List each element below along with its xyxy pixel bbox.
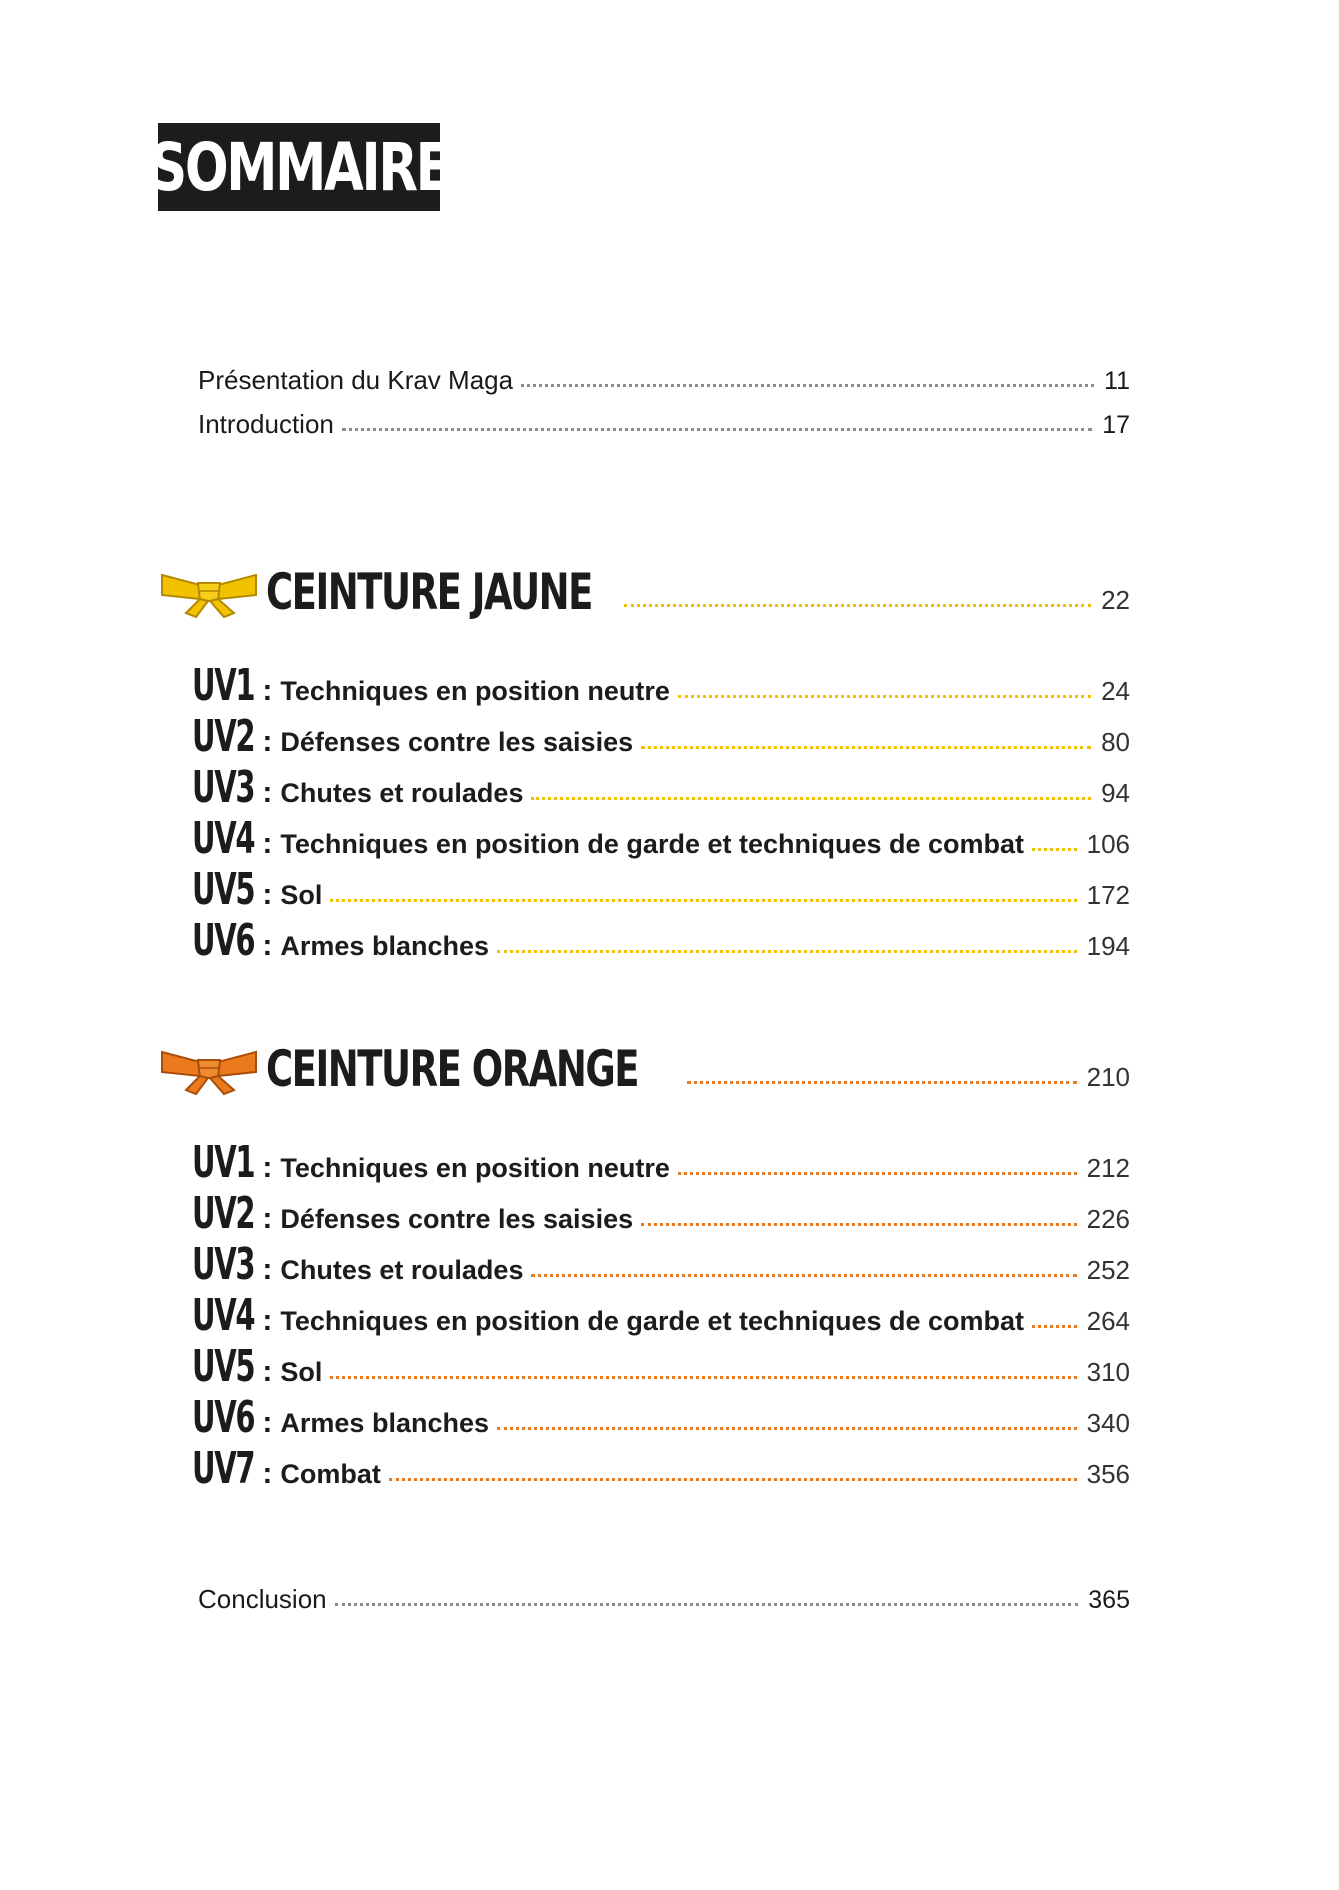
yellow-belt-knot-icon: [160, 565, 258, 619]
uv-colon: :: [262, 674, 273, 707]
dot-leader: [687, 1081, 1077, 1084]
dot-leader: [330, 1376, 1076, 1379]
uv-colon: :: [262, 1202, 273, 1235]
uv-page: 94: [1101, 778, 1130, 808]
dot-leader: [389, 1478, 1077, 1481]
uv-page: 356: [1086, 1459, 1130, 1489]
toc-entry-label: Introduction: [198, 409, 334, 439]
uv-colon: :: [262, 725, 273, 758]
toc-uv-entry[interactable]: [192, 1443, 1130, 1494]
section-title: CEINTURE JAUNE: [266, 563, 592, 621]
uv-label: Techniques en position de garde et techniques de combat: [280, 1306, 1025, 1336]
uv-colon: :: [262, 827, 273, 860]
dot-leader: [497, 1427, 1077, 1430]
toc-uv-entry[interactable]: [192, 915, 1130, 966]
dot-leader: [342, 428, 1092, 431]
toc-entry-page: 17: [1102, 411, 1130, 439]
uv-code: UV3: [192, 1239, 255, 1290]
toc-entry-page: 11: [1104, 367, 1130, 395]
section-header-ceinture-jaune[interactable]: [160, 563, 1130, 621]
uv-label: Sol: [280, 1357, 323, 1387]
uv-page: 106: [1086, 829, 1130, 859]
uv-code: UV7: [192, 1443, 255, 1494]
uv-code: UV2: [192, 711, 255, 762]
uv-code: UV5: [192, 864, 255, 915]
uv-colon: :: [262, 1406, 273, 1439]
toc-uv-entry[interactable]: [192, 1290, 1130, 1341]
uv-label: Techniques en position neutre: [280, 676, 670, 706]
page-title: SOMMAIRE: [149, 128, 449, 206]
toc-uv-entry[interactable]: [192, 1341, 1130, 1392]
dot-leader: [531, 1274, 1076, 1277]
toc-entry-introduction[interactable]: [198, 409, 1130, 440]
toc-uv-entry[interactable]: [192, 1188, 1130, 1239]
dot-leader: [641, 1223, 1077, 1226]
uv-code: UV6: [192, 915, 255, 966]
uv-colon: :: [262, 776, 273, 809]
toc-uv-entry[interactable]: [192, 1137, 1130, 1188]
uv-page: 212: [1086, 1153, 1130, 1183]
toc-entry-conclusion[interactable]: [198, 1584, 1130, 1615]
section-page: 22: [1101, 585, 1130, 615]
uv-code: UV5: [192, 1341, 255, 1392]
uv-code: UV6: [192, 1392, 255, 1443]
uv-colon: :: [262, 878, 273, 911]
toc-uv-entry[interactable]: [192, 762, 1130, 813]
uv-code: UV4: [192, 813, 255, 864]
dot-leader: [335, 1603, 1079, 1606]
uv-page: 194: [1086, 931, 1130, 961]
uv-code: UV2: [192, 1188, 255, 1239]
uv-colon: :: [262, 1355, 273, 1388]
uv-page: 80: [1101, 727, 1130, 757]
toc-uv-entry[interactable]: [192, 813, 1130, 864]
uv-page: 264: [1086, 1306, 1130, 1336]
orange-belt-knot-icon: [160, 1042, 258, 1096]
uv-label: Armes blanches: [280, 1408, 489, 1438]
toc-entry-label: Conclusion: [198, 1584, 327, 1614]
dot-leader: [521, 384, 1094, 387]
toc-uv-entry[interactable]: [192, 660, 1130, 711]
uv-label: Chutes et roulades: [280, 778, 524, 808]
uv-page: 252: [1086, 1255, 1130, 1285]
section-page: 210: [1086, 1062, 1130, 1092]
uv-page: 310: [1086, 1357, 1130, 1387]
uv-label: Sol: [280, 880, 323, 910]
toc-entry-presentation[interactable]: [198, 365, 1130, 396]
uv-colon: :: [262, 1151, 273, 1184]
dot-leader: [678, 695, 1091, 698]
uv-colon: :: [262, 1253, 273, 1286]
uv-page: 24: [1101, 676, 1130, 706]
dot-leader: [497, 950, 1077, 953]
uv-page: 340: [1086, 1408, 1130, 1438]
section-title: CEINTURE ORANGE: [266, 1040, 639, 1098]
uv-label: Combat: [280, 1459, 381, 1489]
toc-uv-entry[interactable]: [192, 1392, 1130, 1443]
uv-code: UV4: [192, 1290, 255, 1341]
dot-leader: [1032, 848, 1077, 851]
uv-colon: :: [262, 1304, 273, 1337]
uv-code: UV1: [192, 660, 255, 711]
dot-leader: [1032, 1325, 1077, 1328]
uv-code: UV1: [192, 1137, 255, 1188]
dot-leader: [330, 899, 1076, 902]
dot-leader: [641, 746, 1091, 749]
toc-uv-entry[interactable]: [192, 1239, 1130, 1290]
uv-colon: :: [262, 929, 273, 962]
uv-colon: :: [262, 1457, 273, 1490]
page-title-box: [149, 123, 449, 211]
uv-page: 172: [1086, 880, 1130, 910]
toc-uv-entry[interactable]: [192, 864, 1130, 915]
uv-label: Techniques en position de garde et techniques de combat: [280, 829, 1025, 859]
toc-entry-page: 365: [1088, 1586, 1130, 1614]
uv-label: Armes blanches: [280, 931, 489, 961]
uv-code: UV3: [192, 762, 255, 813]
uv-label: Chutes et roulades: [280, 1255, 524, 1285]
uv-label: Défenses contre les saisies: [280, 727, 634, 757]
toc-uv-entry[interactable]: [192, 711, 1130, 762]
dot-leader: [624, 604, 1091, 607]
uv-label: Défenses contre les saisies: [280, 1204, 634, 1234]
uv-page: 226: [1086, 1204, 1130, 1234]
dot-leader: [531, 797, 1091, 800]
uv-label: Techniques en position neutre: [280, 1153, 670, 1183]
toc-entry-label: Présentation du Krav Maga: [198, 365, 514, 395]
section-header-ceinture-orange[interactable]: [160, 1040, 1130, 1098]
dot-leader: [678, 1172, 1077, 1175]
